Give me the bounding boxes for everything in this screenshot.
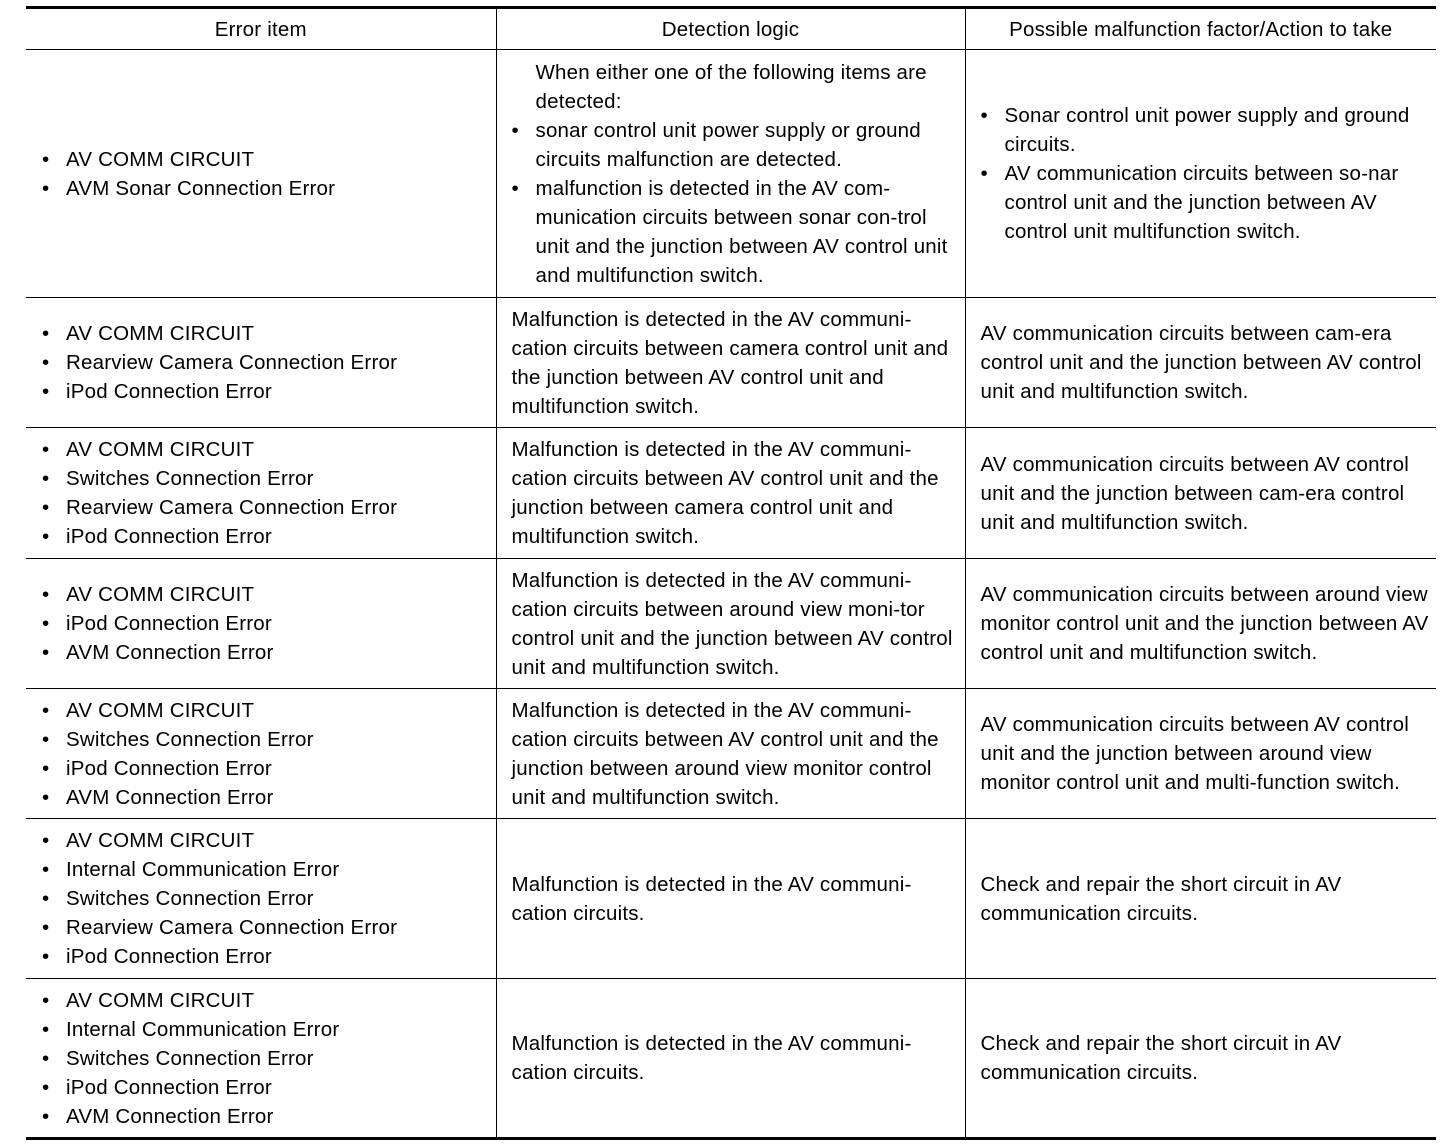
- error-item: • AV COMM CIRCUIT: [42, 435, 496, 464]
- error-item: • Rearview Camera Connection Error: [42, 493, 496, 522]
- action-cell: AV communication circuits between around view monitor control unit and the junction between AV control unit and multifunction switch.: [965, 559, 1436, 689]
- action-cell: AV communication circuits between AV control unit and the junction between around view monitor control unit and multi-function switch.: [965, 689, 1436, 819]
- detection-logic-cell: Malfunction is detected in the AV communi-cation circuits.: [496, 979, 965, 1139]
- error-item: • Switches Connection Error: [42, 1044, 496, 1073]
- error-item: • Switches Connection Error: [42, 725, 496, 754]
- table-row: [26, 819, 1436, 979]
- error-item: • AV COMM CIRCUIT: [42, 145, 496, 174]
- error-item-cell: [26, 298, 496, 428]
- action-cell: Check and repair the short circuit in AV communication circuits.: [965, 819, 1436, 979]
- error-item-cell: [26, 979, 496, 1139]
- error-item: • AVM Connection Error: [42, 1102, 496, 1131]
- detection-logic-cell: Malfunction is detected in the AV communi-cation circuits between AV control unit and the junction between around view monitor control unit and multifunction switch.: [496, 689, 965, 819]
- error-item: • Switches Connection Error: [42, 464, 496, 493]
- error-item: • Internal Communication Error: [42, 855, 496, 884]
- action-cell: Check and repair the short circuit in AV communication circuits.: [965, 979, 1436, 1139]
- action-bullet: • Sonar control unit power supply and ground circuits.: [981, 101, 1431, 159]
- table-row: [26, 689, 1436, 819]
- detection-logic-cell: Malfunction is detected in the AV communi-cation circuits.: [496, 819, 965, 979]
- error-item: • Internal Communication Error: [42, 1015, 496, 1044]
- action-bullet: • AV communication circuits between so-nar control unit and the junction between AV control unit multifunction switch.: [981, 159, 1431, 246]
- error-item: • iPod Connection Error: [42, 1073, 496, 1102]
- detection-bullet: • malfunction is detected in the AV com-munication circuits between sonar con-trol unit and the junction between AV control unit and multifunction switch.: [512, 174, 957, 290]
- detection-logic-cell: Malfunction is detected in the AV communi-cation circuits between AV control unit and the junction between camera control unit and multifunction switch.: [496, 428, 965, 559]
- error-item: • AV COMM CIRCUIT: [42, 580, 496, 609]
- detection-logic-cell: [496, 50, 965, 298]
- action-cell: [965, 50, 1436, 298]
- detection-bullet: • sonar control unit power supply or ground circuits malfunction are detected.: [512, 116, 957, 174]
- header-detection-logic: Detection logic: [496, 8, 965, 50]
- table-row: [26, 50, 1436, 298]
- error-item: • AVM Connection Error: [42, 783, 496, 812]
- error-item: • Rearview Camera Connection Error: [42, 348, 496, 377]
- error-item: • Switches Connection Error: [42, 884, 496, 913]
- action-cell: AV communication circuits between cam-era control unit and the junction between AV control unit and multifunction switch.: [965, 298, 1436, 428]
- error-item: • AV COMM CIRCUIT: [42, 319, 496, 348]
- action-cell: AV communication circuits between AV control unit and the junction between cam-era control unit and multifunction switch.: [965, 428, 1436, 559]
- detection-logic-cell: Malfunction is detected in the AV communi-cation circuits between around view moni-tor control unit and the junction between AV control unit and multifunction switch.: [496, 559, 965, 689]
- table-row: [26, 298, 1436, 428]
- error-item: • iPod Connection Error: [42, 754, 496, 783]
- error-item: • AV COMM CIRCUIT: [42, 986, 496, 1015]
- table-row: [26, 559, 1436, 689]
- header-error-item: Error item: [26, 8, 496, 50]
- error-item: • Rearview Camera Connection Error: [42, 913, 496, 942]
- error-item: • AV COMM CIRCUIT: [42, 696, 496, 725]
- error-table: [26, 6, 1436, 1140]
- error-item-cell: [26, 689, 496, 819]
- error-item-cell: [26, 819, 496, 979]
- error-item: • iPod Connection Error: [42, 377, 496, 406]
- detection-intro: When either one of the following items are detected:: [535, 60, 927, 113]
- error-item: • AV COMM CIRCUIT: [42, 826, 496, 855]
- error-item-cell: [26, 50, 496, 298]
- table-row: [26, 979, 1436, 1139]
- detection-logic-cell: Malfunction is detected in the AV communi-cation circuits between camera control unit and the junction between AV control unit and multifunction switch.: [496, 298, 965, 428]
- error-item: • AVM Connection Error: [42, 638, 496, 667]
- error-item: • iPod Connection Error: [42, 609, 496, 638]
- header-row: [26, 8, 1436, 50]
- error-item-cell: [26, 428, 496, 559]
- error-item: • iPod Connection Error: [42, 942, 496, 971]
- table-row: [26, 428, 1436, 559]
- error-item: • AVM Sonar Connection Error: [42, 174, 496, 203]
- error-item-cell: [26, 559, 496, 689]
- error-item: • iPod Connection Error: [42, 522, 496, 551]
- header-action: Possible malfunction factor/Action to take: [965, 8, 1436, 50]
